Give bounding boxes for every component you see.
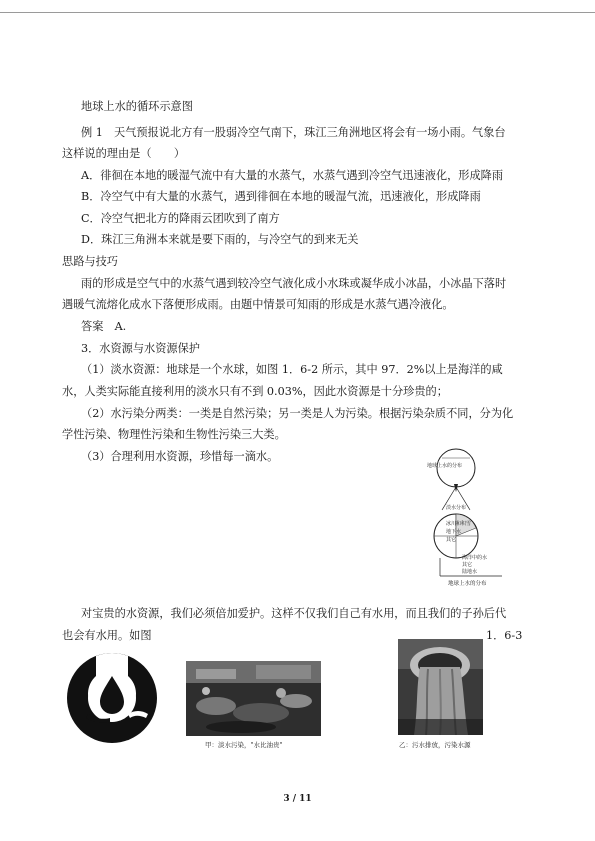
fig1-inner-label-groundwater: 地下水 (446, 529, 462, 535)
fig1-side-label-ocean: 海洋中的水 (462, 555, 488, 561)
fig1-inner-label-glacier: 冰川和积雪 (446, 521, 472, 527)
text-option-b: B．冷空气中有大量的水蒸气，遇到徘徊在本地的暖湿气流，迅速液化，形成降雨 (81, 190, 481, 203)
photo-sewage-discharge-image (398, 639, 483, 735)
fig1-inner-label-other: 其它 (446, 537, 457, 543)
photo-polluted-water-image (186, 661, 321, 736)
text-figure-ref: 1．6-3 (486, 629, 523, 642)
text-item-1: （1）淡水资源：地球是一个水球，如图 1．6-2 所示，其中 97．2%以上是海洋的咸 (81, 363, 503, 376)
text-example-1-cont: 这样说的理由是（ ） (62, 147, 186, 160)
water-drop-icon (66, 652, 158, 744)
text-protect-cont: 也会有水用。如图 (62, 629, 152, 642)
text-item-2-cont: 学性污染、物理性污染和生物性污染三大类。 (62, 428, 286, 441)
text-explanation-1: 雨的形成是空气中的水蒸气遇到较冷空气液化成小水珠或凝华成小冰晶，小冰晶下落时 (81, 277, 507, 290)
text-item-3: （3）合理利用水资源，珍惜每一滴水。 (81, 450, 279, 463)
caption-photo-b: 乙：污水排放，污染水源 (399, 741, 471, 749)
header-rule (0, 12, 595, 13)
water-saving-logo (66, 652, 158, 744)
text-protect: 对宝贵的水资源，我们必须倍加爱护。这样不仅我们自己有水用，而且我们的子孙后代 (81, 607, 507, 620)
fig1-mid-label: 淡水分布 (446, 505, 467, 511)
text-section-3: 3．水资源与水资源保护 (81, 342, 200, 355)
text-item-2: （2）水污染分两类：一类是自然污染；另一类是人为污染。根据污染杂质不同，分为化 (81, 407, 514, 420)
text-figure-title: 地球上水的循环示意图 (81, 100, 193, 113)
text-thinking-tips: 思路与技巧 (62, 255, 118, 268)
fig1-top-label: 地球上水的分布 (427, 463, 463, 469)
caption-photo-a: 甲：淡水污染，"水比油贵" (205, 741, 283, 749)
text-option-a: A．徘徊在本地的暖湿气流中有大量的水蒸气，水蒸气遇到冷空气迅速液化，形成降雨 (81, 169, 504, 182)
photo-polluted-water (186, 661, 321, 736)
page-number: 3 / 11 (283, 794, 312, 804)
text-explanation-2: 遇暖气流熔化成水下落便形成雨。由题中情景可知雨的形成是水蒸气遇冷液化。 (62, 298, 454, 311)
text-example-1: 例 1 天气预报说北方有一股弱冷空气南下，珠江三角洲地区将会有一场小雨。气象台 (81, 126, 506, 139)
fig1-caption: 地球上水的分布 (448, 581, 487, 587)
fig1-side-label-land: 陆地水 (462, 569, 478, 575)
fig1-side-label-other: 其它 (462, 562, 473, 568)
text-answer: 答案 A. (81, 320, 127, 333)
text-item-1-cont: 水，人类实际能直接利用的淡水只有不到 0.03%，因此水资源是十分珍贵的； (62, 385, 448, 398)
photo-sewage-discharge (398, 639, 483, 735)
water-distribution-figure (418, 448, 526, 590)
text-option-d: D．珠江三角洲本来就是要下雨的，与冷空气的到来无关 (81, 233, 359, 246)
text-option-c: C．冷空气把北方的降雨云团吹到了南方 (81, 212, 280, 225)
